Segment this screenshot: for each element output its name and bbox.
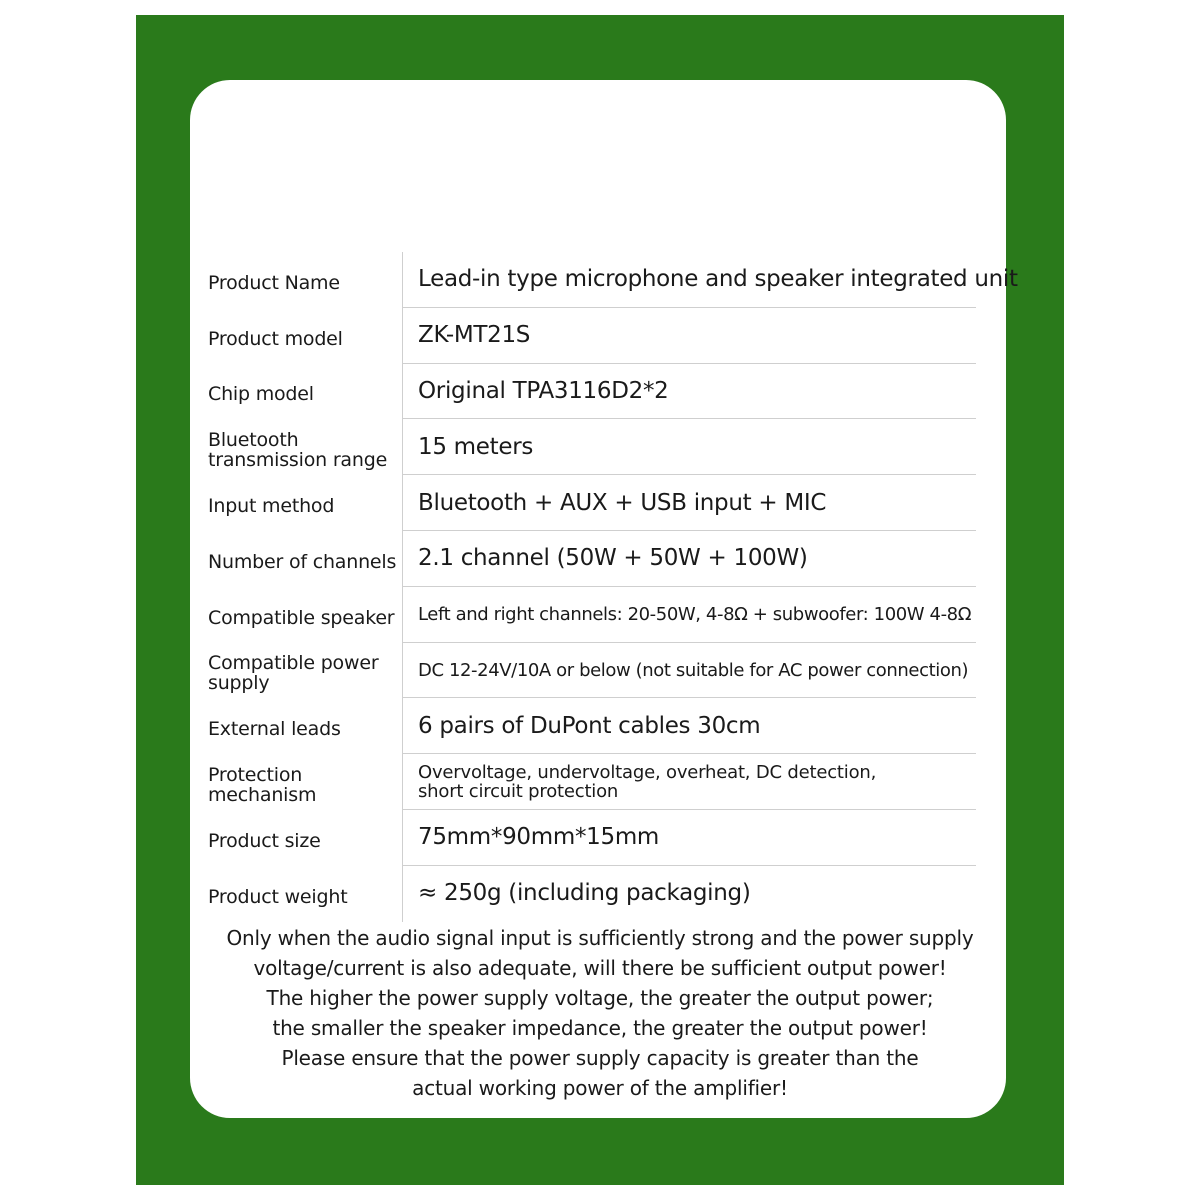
spec-row-channels: [208, 531, 994, 587]
note-line: voltage/current is also adequate, will there be sufficient output power!: [253, 956, 947, 980]
spec-row-input-method: [208, 475, 994, 531]
column-divider: [402, 810, 403, 866]
column-divider: [402, 754, 403, 810]
spec-label: Compatible speaker: [208, 606, 395, 629]
spec-label: External leads: [208, 718, 341, 741]
column-divider: [402, 308, 403, 364]
column-divider: [402, 252, 403, 308]
spec-row-chip-model: [208, 364, 994, 420]
spec-row-bluetooth-range: [208, 419, 994, 475]
spec-row-protection: [208, 754, 994, 810]
spec-label: Protection mechanism: [208, 764, 317, 807]
spec-table: [208, 252, 1018, 922]
spec-value: ≈ 250g (including packaging): [418, 880, 751, 907]
spec-label: Number of channels: [208, 550, 397, 573]
column-divider: [402, 475, 403, 531]
spec-row-product-model: [208, 308, 994, 364]
spec-label: Bluetooth transmission range: [208, 429, 388, 472]
power-notes: [190, 923, 1010, 1103]
note-line: Only when the audio signal input is sufficiently strong and the power supply: [226, 926, 974, 950]
column-divider: [402, 643, 403, 699]
spec-label: Chip model: [208, 383, 314, 406]
spec-value: 2.1 channel (50W + 50W + 100W): [418, 545, 808, 572]
spec-value: Bluetooth + AUX + USB input + MIC: [418, 489, 827, 516]
spec-row-compatible-speaker: [208, 587, 994, 643]
spec-label: Compatible power supply: [208, 652, 379, 695]
spec-label: Product model: [208, 327, 343, 350]
spec-value: Overvoltage, undervoltage, overheat, DC detection, short circuit protection: [418, 762, 877, 803]
spec-row-power-supply: [208, 643, 994, 699]
spec-value: ZK-MT21S: [418, 322, 531, 349]
column-divider: [402, 419, 403, 475]
note-line: the smaller the speaker impedance, the greater the output power!: [272, 1016, 928, 1040]
spec-row-external-leads: [208, 698, 994, 754]
spec-value: Original TPA3116D2*2: [418, 377, 669, 404]
spec-value: Lead-in type microphone and speaker integrated unit: [418, 266, 1018, 293]
spec-row-product-size: [208, 810, 994, 866]
spec-card: [190, 80, 1018, 1118]
column-divider: [402, 364, 403, 420]
spec-row-product-weight: [208, 866, 994, 922]
spec-label: Product size: [208, 829, 321, 852]
spec-value: Left and right channels: 20-50W, 4-8Ω + subwoofer: 100W 4-8Ω: [418, 604, 972, 626]
column-divider: [402, 698, 403, 754]
note-line: Please ensure that the power supply capacity is greater than the: [281, 1046, 919, 1070]
spec-label: Product weight: [208, 885, 348, 908]
note-line: actual working power of the amplifier!: [412, 1076, 788, 1100]
spec-label: Product Name: [208, 271, 340, 294]
spec-value: 15 meters: [418, 433, 534, 460]
spec-value: DC 12-24V/10A or below (not suitable for AC power connection): [418, 659, 969, 681]
spec-value: 6 pairs of DuPont cables 30cm: [418, 712, 761, 739]
spec-value: 75mm*90mm*15mm: [418, 824, 660, 851]
spec-label: Input method: [208, 495, 335, 518]
spec-row-product-name: [208, 252, 1018, 308]
column-divider: [402, 866, 403, 922]
column-divider: [402, 531, 403, 587]
column-divider: [402, 587, 403, 643]
note-line: The higher the power supply voltage, the greater the output power;: [266, 986, 934, 1010]
